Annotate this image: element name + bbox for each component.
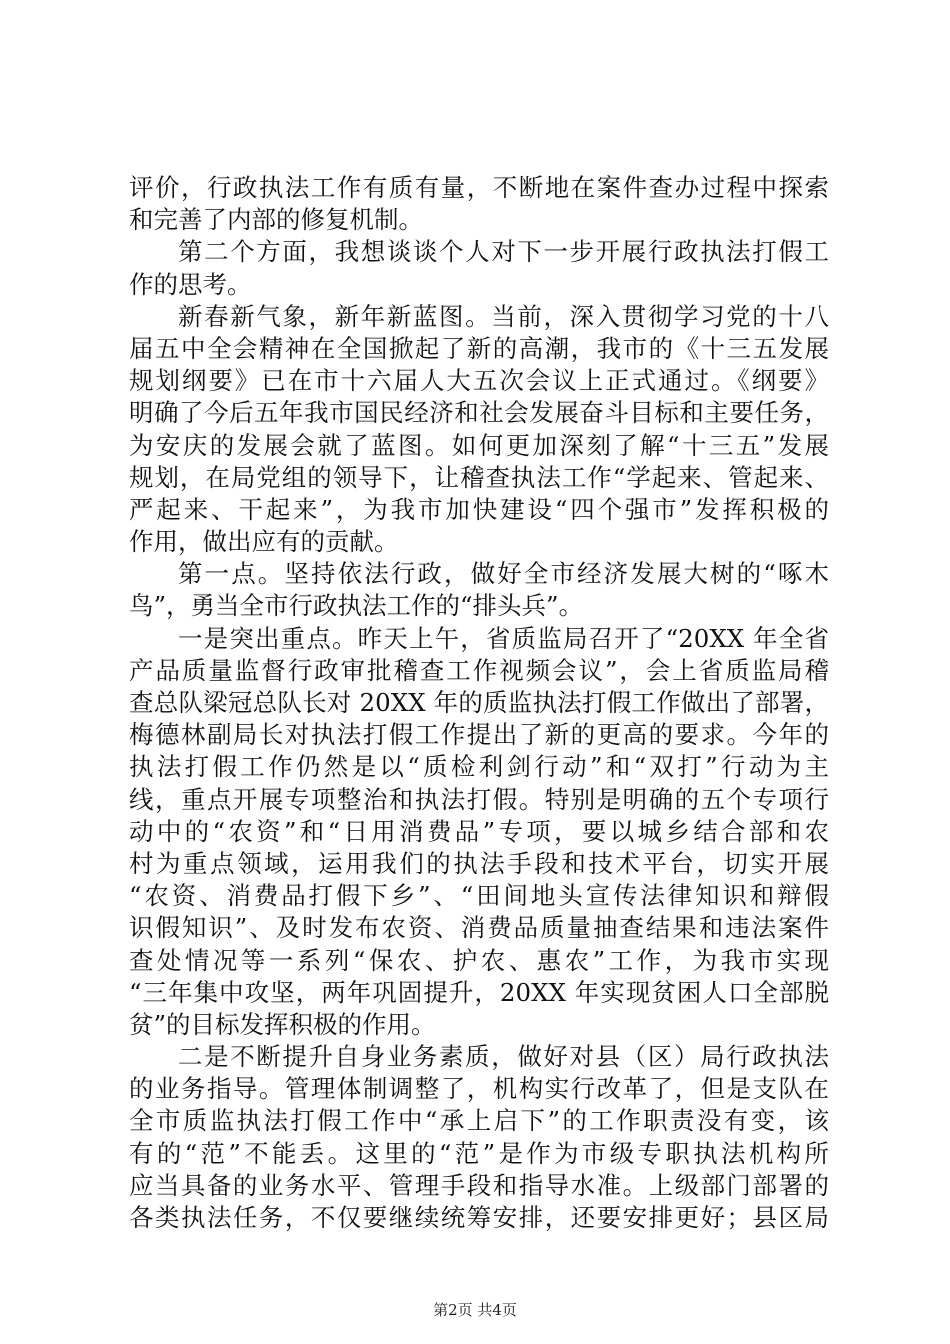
text-line: 作的思考。	[129, 269, 252, 299]
paragraph-4	[129, 558, 829, 622]
text-line: 贫”的目标发挥积极的作用。	[129, 1009, 436, 1039]
text-line: 执法打假工作仍然是以“质检利剑行动”和“双打”行动为主	[129, 752, 829, 782]
text-line: 和完善了内部的修复机制。	[129, 205, 423, 235]
text-line: 作用，做出应有的贡献。	[129, 527, 399, 557]
text-line: 严起来、干起来”，为我市加快建设“四个强市”发挥积极的	[129, 494, 829, 524]
paragraph-1	[129, 172, 829, 236]
text-line: 线，重点开展专项整治和执法打假。特别是明确的五个专项行	[129, 784, 829, 814]
text-line: 一是突出重点。昨天上午，省质监局召开了“20XX 年全省	[178, 623, 829, 653]
text-line: 识假知识”、及时发布农资、消费品质量抽查结果和违法案件	[129, 913, 829, 943]
text-line: “三年集中攻坚，两年巩固提升，20XX 年实现贫困人口全部脱	[129, 977, 829, 1007]
text-line: 为安庆的发展会就了蓝图。如何更加深刻了解“十三五”发展	[129, 430, 829, 460]
text-line: 评价，行政执法工作有质有量，不断地在案件查办过程中探索	[129, 173, 829, 202]
text-line: 鸟”，勇当全市行政执法工作的“排头兵”。	[129, 591, 584, 621]
text-line: 二是不断提升自身业务素质，做好对县（区）局行政执法	[178, 1042, 829, 1072]
text-line: 应当具备的业务水平、管理手段和指导水准。上级部门部署的	[129, 1170, 829, 1200]
text-line: 规划，在局党组的领导下，让稽查执法工作“学起来、管起来、	[129, 462, 829, 492]
document-body	[129, 172, 829, 1234]
text-line: “农资、消费品打假下乡”、“田间地头宣传法律知识和辩假	[129, 881, 829, 911]
text-line: 动中的“农资”和“日用消费品”专项，要以城乡结合部和农	[129, 816, 829, 846]
text-line: 村为重点领域，运用我们的执法手段和技术平台，切实开展	[129, 848, 829, 878]
text-line: 第二个方面，我想谈谈个人对下一步开展行政执法打假工	[178, 237, 829, 267]
paragraph-5	[129, 623, 829, 1041]
text-line: 规划纲要》已在市十六届人大五次会议上正式通过。《纲要》	[129, 366, 829, 396]
text-line: 梅德林副局长对执法打假工作提出了新的更高的要求。今年的	[129, 720, 829, 750]
text-line: 明确了今后五年我市国民经济和社会发展奋斗目标和主要任务，	[129, 398, 829, 428]
text-line: 届五中全会精神在全国掀起了新的高潮，我市的《十三五发展	[129, 333, 829, 363]
paragraph-3	[129, 301, 829, 559]
text-line: 查处情况等一系列“保农、护农、惠农”工作，为我市实现	[129, 945, 829, 975]
paragraph-2	[129, 236, 829, 300]
text-line: 的业务指导。管理体制调整了，机构实行改革了，但是支队在	[129, 1074, 829, 1104]
page-footer: 第2页 共4页	[433, 1301, 517, 1319]
text-line: 各类执法任务，不仅要继续统筹安排，还要安排更好；县区局	[129, 1203, 829, 1232]
text-line: 产品质量监督行政审批稽查工作视频会议”，会上省质监局稽	[129, 655, 829, 685]
paragraph-6	[129, 1041, 829, 1234]
text-line: 有的“范”不能丢。这里的“范”是作为市级专职执法机构所	[129, 1138, 829, 1168]
text-line: 新春新气象，新年新蓝图。当前，深入贯彻学习党的十八	[178, 301, 829, 331]
text-line: 第一点。坚持依法行政，做好全市经济发展大树的“啄木	[178, 559, 829, 589]
text-line: 全市质监执法打假工作中“承上启下”的工作职责没有变，该	[129, 1106, 829, 1136]
text-line: 查总队梁冠总队长对 20XX 年的质监执法打假工作做出了部署，	[129, 688, 829, 717]
